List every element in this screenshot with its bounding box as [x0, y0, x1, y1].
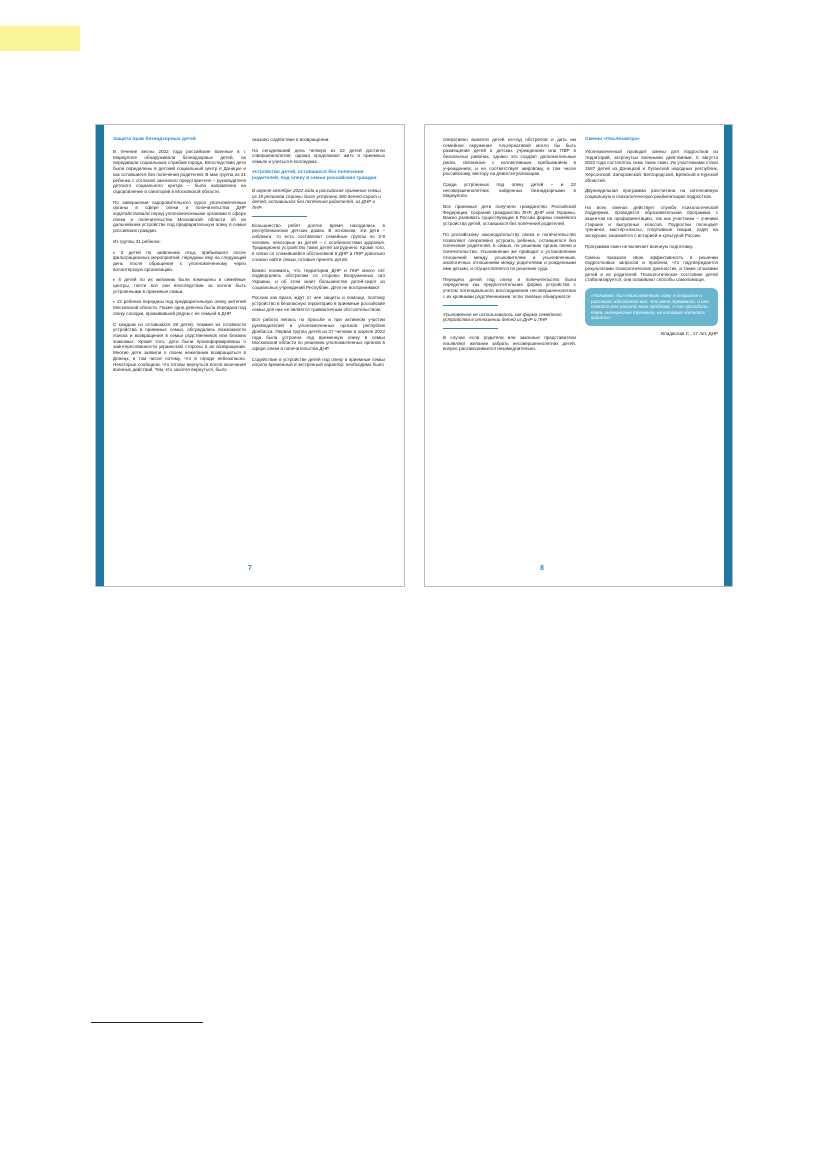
paragraph: На сегодняшний день четверо из 22 детей достигли совершеннолетия, однако продолжают жить в приемных семьях и учиться в колледжах. [252, 147, 385, 165]
page-number: 8 [540, 565, 544, 572]
paragraph: оперативно вывезти детей из-под обстрелов и дать им семейное окружение. Альтернативой могло бы быть размещение детей в детских учреждениях или ПВР в безопасных районах, однако это создает дополнительные риски, связанные с коллективным пребыванием в учреждениях, и не соответствует мировому, в том числе российскому, вектору на деинституализацию. [443, 137, 576, 177]
section-heading: Устройство детей, оставшихся без попечения родителей, под опеку в семьи российских граждан [252, 169, 377, 181]
paragraph: На всех сменах действует служба психологической поддержки, проводится образовательная программа с акцентом на профориентацию, так как участники – ученики старших и выпускных классов. Подростки посещают тренинги, мастер-классы, спортивные секции, ездят на экскурсии, знакомятся с историей и культурой России. [585, 204, 718, 239]
page-7-column-2 [252, 137, 385, 373]
page-7-side-bar [96, 125, 104, 586]
divider [443, 305, 498, 306]
footnote-separator [91, 1022, 203, 1023]
paragraph: С каждым из оставшихся 28 детей, помимо их готовности устройства в приемные семьи, обсуждались возможности поиска и возвращения в семьи родственников или близких знакомых. Кроме того, дети были проинформированы о заинтересованности украинской стороны в их возвращении. Многие дети заявили о своем нежелании возвращаться в Донецк, в том числе потому, что в городе небезопасно. Некоторые сообщили, что готовы вернуться после окончания военных действий. Тем, кто захотел вернуться, было [113, 321, 246, 373]
bullet-item: ▸ 3 детей по заявлению отца, прибывшего после фильтрационных мероприятий, переданы ему на следующий день после обращения к уполномоченному через волонтерскую организацию. [113, 250, 246, 273]
page-8 [424, 124, 733, 587]
highlight-text: Усыновление не использовалось как форма семейного устройства в отношении детей из ДНР и ЛНР. [443, 311, 562, 323]
paragraph: Уполномоченный проводит смены для подростков из территорий, затронутых военными действиями. С августа 2022 года состоялось семь таких смен. Их участниками стали 1587 детей из Донецкой и Луганской народных республик, Херсонской, Запорожской, Белгородской, Брянской и Курской областей. [585, 149, 718, 183]
bullet-item: ▸ 22 ребенка переданы под предварительную опеку жителей Московской области. Позже одна девочка была передана под опеку соседки, проживавшей рядом с ее семьей в ДНР. [113, 299, 246, 316]
quote-signature: Владислав С., 17 лет, ДНР [660, 331, 718, 337]
page-8-column-1 [443, 137, 576, 357]
divider [443, 328, 498, 329]
page-number: 7 [248, 565, 252, 572]
bullet-item: ▸ 6 детей по их желанию были помещены в семейные центры, почти все они впоследствии за хотели быть устроенными в приемные семьи. [113, 277, 246, 294]
paragraph: Двухнедельная программа рассчитана на интенсивную социальную и психологическую реабилитацию подростков. [585, 188, 718, 199]
paragraph: Передача детей под опеку и попечительство была определена как предпочтительная форма устройства с учетом потенциального воссоединения несовершеннолетних с их кровными родственниками, если таковые обнаружатся. [443, 276, 576, 299]
paragraph: Содействие в устройстве детей под опеку в приемные семьи носило временный и экстренный характер: необходимо было [252, 356, 385, 368]
paragraph: Россию как врага, ждут от нее защиты и помощи, поэтому устройство в безопасную территорию в приемные российские семьи для них не является травматичным обстоятельством. [252, 295, 385, 312]
paragraph: По завершении оздоровительного курса уполномоченные органы в сфере опеки и попечительства ДНР ходатайствовали перед уполномоченными органами в сфере опеки и попечительства Московской области об их дальнейшем устройстве под предварительную опеку в семьи российских граждан. [113, 199, 246, 234]
divider [252, 216, 307, 217]
paragraph: Среди устроенных под опеку детей – и 22 несовершеннолетних, найденных безнадзорными в Мариуполе. [443, 181, 576, 199]
section-heading: Защита прав безнадзорных детей [113, 137, 196, 142]
paragraph: В случае если родители или законные представители изъявляют желание забрать несовершеннолетних детей, вопрос рассматривается незамедлительно. [443, 334, 576, 352]
paragraph: Вся работа велась по просьбе и при активном участии руководителей и уполномоченных органов республик Донбасса. Первая группа детей из 27 человек в апреле 2022 года была устроена под временную опеку в семьи Московской области по решению уполномоченных органов в сфере опеки и попечительства ДНР. [252, 317, 385, 351]
page-7 [95, 124, 405, 587]
highlight-marker [0, 26, 80, 51]
paragraph: В течение весны 2022 года российские военные в г. Мариуполе обнаруживали безнадзорных детей, их передавали социальным службам города. Впоследствии дети были определены в детский социальный центр в Донецке и как оставшиеся без попечения родителей. В мае группа из 31 ребенка с согласия законного представителя – руководителя детского социального центра – была направлена на оздоровление в санаторий в Московской области. [113, 149, 246, 194]
section-heading: Смены «Послезавтра» [585, 137, 640, 142]
highlight-text: В апреле-октябре 2022 года в российские приемные семьи из 19 регионов страны было устроено 380 детей-сирот и детей, оставшихся без попечения родителей, из ДНР и ЛНР. [252, 187, 381, 210]
paragraph: По российскому законодательству опека и попечительство позволяют оперативно устроить ребенка, оставшегося без попечения родителей, в семью, по решению органа опеки и попечительства. Усыновление же приводит к установлению отношений между усыновителем и усыновленным, аналогичных отношениям между родителями и рожденными ими детьми, и осуществляется по решению суда. [443, 231, 576, 272]
quote-box: «Понимаю: был единственным, кому я открылся и рассказал абсолютно все, что меня тревожит, и она помогла мне решить мою проблему. У нас проходили очень интересные тренинги, на которые хотелось ходить!» [585, 288, 718, 326]
page-8-side-bar [724, 125, 732, 586]
page-7-column-1 [113, 137, 246, 378]
paragraph: Из группы 31 ребенок: [113, 238, 161, 244]
paragraph: Программа смен не включает военную подготовку. [585, 243, 694, 249]
page-8-column-2 [585, 137, 718, 337]
paragraph: Важно понимать, что территории ДНР и ЛНР много лет подвергались обстрелам со стороны Вооруженных сил Украины, и об этом знает большинство детей-сирот из социальных учреждений Республик. Дети не воспринимают [252, 267, 385, 290]
paragraph: Большинство ребят долгое время находились в республиканских детских домах. В основном, эти дети – сиблинги, то есть составляют семейные группы по 3-9 человек, некоторые из детей – с особенностями здоровья. Традиционно устройство таких детей затруднено. Кроме того, в связи со сложившейся обстановкой в ДНР и ЛНР довольно сложно найти семьи, готовые принять детей. [252, 222, 385, 262]
paragraph: Смены показали свою эффективность в решении подростковых запросов и проблем, что подтверждается результатами психологических диагностик, а также отзывами детей и их родителей. Психологическое состояние детей стабилизируется, они осваивают способы самопомощи. [585, 254, 718, 283]
paragraph: оказано содействие в возвращении. [252, 137, 330, 142]
paragraph: Все приемные дети получили гражданство Российской Федерации, сохранив гражданство ЛНР, ДНР или Украины. Важно развивать существующие в России формы семейного устройства детей, оставшихся без попечения родителей. [443, 204, 576, 227]
